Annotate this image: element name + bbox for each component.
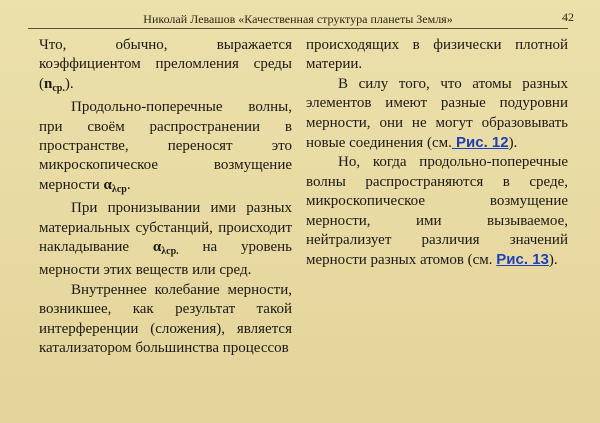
symbol-subscript: λср.: [161, 246, 179, 258]
paragraph-text: ).: [64, 75, 74, 92]
paragraph-text: Что, обычно, выражается коэффициентом преломления среды (: [39, 37, 292, 92]
paragraph: [306, 36, 568, 75]
dimensionality-symbol: α: [103, 176, 112, 193]
paragraph-text: ).: [508, 135, 518, 152]
paragraph-text: Но, когда продольно-поперечные волны распространяются в среде, микроскопическое возмущение мерности, ими вызываемое, нейтрализует различия значений мерности разных атомов (см.: [306, 154, 568, 269]
paragraph: [39, 98, 292, 199]
symbol-subscript: ср.: [52, 82, 65, 94]
paragraph: [39, 281, 292, 359]
page-number: 42: [562, 10, 574, 24]
page-header: [28, 10, 574, 29]
paragraph-text: Продольно-поперечные волны, при своём распространении в пространстве, переносят это микроскопическое возмущение мерности: [39, 99, 292, 193]
paragraph-text: происходящих в физически плотной материи.: [306, 37, 568, 73]
paragraph: [39, 36, 292, 98]
paragraph-text: на уровень мерности этих веществ или сред.: [39, 239, 292, 279]
header-title: Николай Левашов «Качественная структура планеты Земля»: [143, 12, 453, 26]
paragraph-text: В силу того, что атомы разных элементов имеют разные подуровни мерности, они не могут образовывать новые соединения (см.: [306, 75, 568, 152]
paragraph: [39, 199, 292, 281]
paragraph-text: Внутреннее колебание мерности, возникшее, как результат такой интерференции (сложения), является катализатором большинства процессов: [39, 281, 292, 357]
right-column: [306, 36, 568, 271]
figure-12-link[interactable]: Рис. 12: [451, 134, 509, 152]
paragraph-text: При пронизывании ими разных материальных субстанций, происходит накладывание: [39, 200, 292, 256]
paragraph-text: .: [126, 176, 131, 193]
left-column: [39, 36, 292, 359]
paragraph: [306, 75, 568, 154]
figure-13-link[interactable]: Рис. 13: [496, 251, 549, 269]
paragraph-text: ).: [548, 252, 558, 269]
symbol-subscript: λср: [111, 183, 127, 195]
refraction-symbol: n: [44, 75, 53, 92]
paragraph: [306, 153, 568, 270]
dimensionality-symbol: α: [152, 239, 162, 256]
